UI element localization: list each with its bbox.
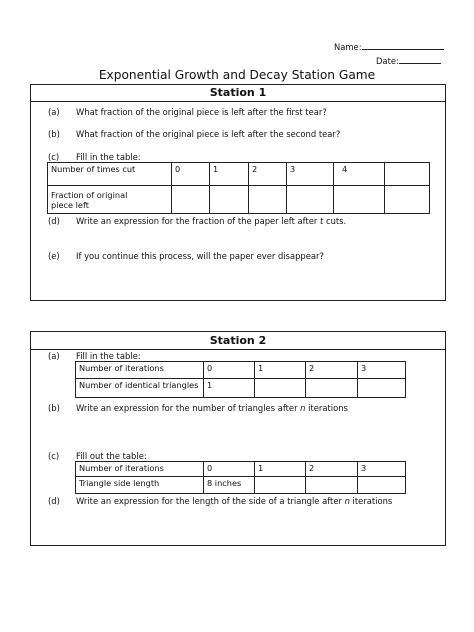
s1-row2-header-line2: piece left	[51, 200, 89, 210]
table-row	[48, 186, 430, 214]
s2-d-label: (d)	[48, 496, 60, 506]
s2-d-question	[76, 496, 392, 506]
table-cell: 1	[210, 163, 249, 186]
table-cell: 0	[172, 163, 210, 186]
station-2-title: Station 2	[31, 332, 445, 350]
s1-c-instruction: Fill in the table:	[76, 152, 141, 162]
table-row	[48, 163, 430, 186]
table-cell: 3	[358, 362, 406, 379]
table-cell: 3	[287, 163, 334, 186]
table-cell: 2	[249, 163, 287, 186]
table-cell: 4	[334, 163, 385, 186]
s1-d-text-end: cuts.	[323, 216, 347, 226]
s2-t2-row1-header: Number of iterations	[76, 462, 204, 477]
s2-b-label: (b)	[48, 403, 60, 413]
date-label: Date:	[376, 56, 399, 66]
s2-d-text: Write an expression for the length of the side of a triangle after	[76, 496, 345, 506]
s2-d-text-end: iterations	[349, 496, 393, 506]
s2-t1-row1-header: Number of iterations	[76, 362, 204, 379]
table-row	[76, 379, 406, 398]
answer-cell[interactable]	[334, 186, 385, 214]
s1-row2-header-line1: Fraction of original	[51, 190, 128, 200]
table-cell: 1	[255, 462, 306, 477]
s2-t2-row2-header: Triangle side length	[76, 477, 204, 494]
table-cell: 2	[306, 362, 358, 379]
table-cell: 1	[204, 379, 255, 398]
answer-cell[interactable]	[287, 186, 334, 214]
s1-d-var: t	[320, 216, 324, 226]
s1-row2-header	[48, 186, 172, 214]
name-label: Name:	[334, 42, 362, 52]
table-cell: 2	[306, 462, 358, 477]
s1-c-label: (c)	[48, 152, 60, 162]
answer-cell[interactable]	[358, 477, 406, 494]
s1-d-text: Write an expression for the fraction of the paper left after	[76, 216, 320, 226]
s2-c-instruction: Fill out the table:	[76, 451, 147, 461]
date-blank[interactable]	[399, 54, 441, 64]
answer-cell[interactable]	[255, 379, 306, 398]
answer-cell[interactable]	[358, 379, 406, 398]
answer-cell[interactable]	[249, 186, 287, 214]
station-1-title: Station 1	[31, 85, 445, 102]
table-cell: 8 inches	[204, 477, 255, 494]
s1-e-label: (e)	[48, 251, 60, 261]
s1-e-question: If you continue this process, will the paper ever disappear?	[76, 251, 324, 261]
page-title: Exponential Growth and Decay Station Game	[98, 68, 376, 82]
s1-row1-header: Number of times cut	[48, 163, 172, 186]
answer-cell[interactable]	[172, 186, 210, 214]
s2-t1-row2-header: Number of identical triangles	[76, 379, 204, 398]
name-blank[interactable]	[362, 40, 444, 50]
s1-table	[47, 162, 430, 214]
s1-b-question: What fraction of the original piece is left after the second tear?	[76, 129, 341, 139]
date-field[interactable]	[376, 54, 441, 66]
answer-cell[interactable]	[255, 477, 306, 494]
s2-b-question	[76, 403, 348, 413]
s2-a-instruction: Fill in the table:	[76, 351, 141, 361]
s1-a-label: (a)	[48, 107, 60, 117]
table-row	[76, 362, 406, 379]
answer-cell[interactable]	[306, 477, 358, 494]
s2-b-text: Write an expression for the number of triangles after	[76, 403, 301, 413]
s1-d-question	[76, 216, 346, 226]
table-row	[76, 477, 406, 494]
s2-b-text-end: iterations	[305, 403, 348, 413]
s2-d-var: n	[344, 496, 350, 506]
s2-b-var: n	[300, 403, 306, 413]
table-cell: 1	[255, 362, 306, 379]
table-cell	[385, 163, 430, 186]
table-row	[76, 462, 406, 477]
s2-table-2	[75, 461, 406, 494]
answer-cell[interactable]	[306, 379, 358, 398]
s2-table-1	[75, 361, 406, 398]
table-cell: 3	[358, 462, 406, 477]
table-cell: 0	[204, 362, 255, 379]
s1-d-label: (d)	[48, 216, 60, 226]
table-cell: 0	[204, 462, 255, 477]
name-field[interactable]	[334, 40, 444, 52]
answer-cell[interactable]	[385, 186, 430, 214]
answer-cell[interactable]	[210, 186, 249, 214]
s1-b-label: (b)	[48, 129, 60, 139]
s2-c-label: (c)	[48, 451, 60, 461]
s1-a-question: What fraction of the original piece is left after the first tear?	[76, 107, 327, 117]
s2-a-label: (a)	[48, 351, 60, 361]
